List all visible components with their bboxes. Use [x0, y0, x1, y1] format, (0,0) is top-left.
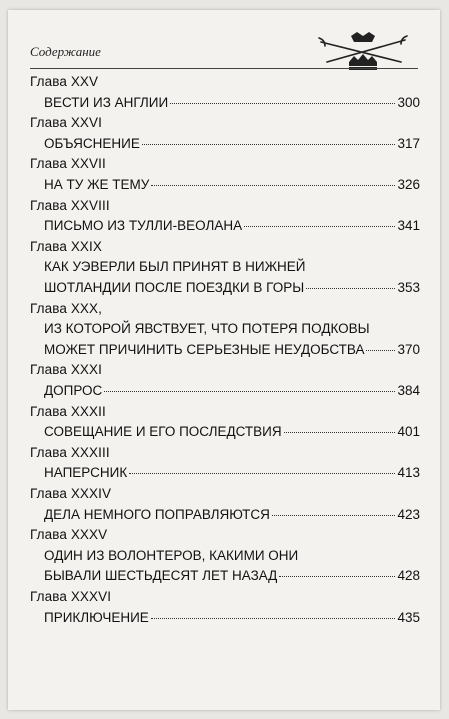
chapter-title: ОДИН ИЗ ВОЛОНТЕРОВ, КАКИМИ ОНИ	[44, 547, 299, 563]
header-rule	[30, 68, 418, 69]
chapter-title: ИЗ КОТОРОЙ ЯВСТВУЕТ, ЧТО ПОТЕРЯ ПОДКОВЫ	[44, 321, 370, 337]
dot-leader	[151, 184, 395, 186]
page-number: 423	[397, 506, 420, 522]
chapter-title-line	[44, 259, 306, 274]
dot-leader	[284, 431, 396, 433]
page-number: 353	[397, 280, 420, 295]
chapter-title: ДОПРОС	[44, 383, 103, 398]
chapter-title: СОВЕЩАНИЕ И ЕГО ПОСЛЕДСТВИЯ	[44, 424, 282, 440]
page-number: 401	[397, 424, 420, 440]
chapter-title: ПИСЬМО ИЗ ТУЛЛИ-ВЕОЛАНА	[44, 218, 243, 234]
chapter-title: КАК УЭВЕРЛИ БЫЛ ПРИНЯТ В НИЖНЕЙ	[44, 259, 306, 275]
chapter-title: НАПЕРСНИК	[44, 465, 128, 481]
chapter-title-line	[44, 136, 420, 151]
dot-leader	[306, 287, 395, 289]
chapter-title-line	[44, 424, 420, 439]
dot-leader	[244, 225, 395, 227]
chapter-label: Глава XXVII	[30, 156, 106, 172]
page-number: 326	[397, 177, 420, 192]
book-page	[8, 10, 440, 710]
dot-leader	[170, 102, 395, 104]
chapter-label: Глава XXXII	[30, 403, 106, 419]
chapter-label: Глава XXXI	[30, 362, 102, 378]
dot-leader	[366, 349, 395, 351]
chapter-title-line	[44, 383, 420, 398]
page-number: 413	[397, 465, 420, 481]
chapter-title-line	[44, 568, 420, 583]
chapter-label: Глава XXXIII	[30, 444, 110, 460]
chapter-title: НА ТУ ЖЕ ТЕМУ	[44, 177, 150, 192]
chapter-title-line	[44, 280, 420, 295]
page-number: 300	[397, 94, 420, 110]
crossed-swords-crown-icon	[313, 32, 413, 72]
chapter-label: Глава XXX,	[30, 300, 102, 316]
page-number: 428	[397, 568, 420, 584]
chapter-title: БЫВАЛИ ШЕСТЬДЕСЯТ ЛЕТ НАЗАД	[44, 568, 278, 584]
chapter-title-line	[44, 342, 420, 357]
chapter-label: Глава XXIX	[30, 238, 102, 254]
chapter-title: ШОТЛАНДИИ ПОСЛЕ ПОЕЗДКИ В ГОРЫ	[44, 280, 305, 295]
chapter-title: МОЖЕТ ПРИЧИНИТЬ СЕРЬЕЗНЫЕ НЕУДОБСТВА	[44, 341, 365, 357]
chapter-title: ДЕЛА НЕМНОГО ПОПРАВЛЯЮТСЯ	[44, 506, 270, 522]
chapter-title-line	[44, 95, 420, 110]
chapter-title-line	[44, 465, 420, 480]
running-head: Содержание	[30, 44, 101, 59]
chapter-title-line	[44, 610, 420, 625]
chapter-title: ПРИКЛЮЧЕНИЕ	[44, 609, 149, 625]
page-number: 370	[397, 341, 420, 357]
page-number: 435	[397, 609, 420, 625]
chapter-label: Глава XXVI	[30, 115, 102, 131]
chapter-title: ВЕСТИ ИЗ АНГЛИИ	[44, 94, 169, 110]
page-number: 384	[397, 383, 420, 398]
page-number: 317	[397, 135, 420, 151]
dot-leader	[129, 472, 395, 474]
chapter-title-line	[44, 321, 370, 336]
chapter-label: Глава XXXV	[30, 527, 108, 543]
dot-leader	[142, 143, 396, 145]
chapter-label: Глава XXV	[30, 74, 99, 89]
dot-leader	[279, 575, 395, 577]
chapter-label: Глава XXXIV	[30, 486, 112, 501]
dot-leader	[104, 390, 395, 392]
dot-leader	[151, 617, 396, 619]
chapter-title-line	[44, 507, 420, 522]
chapter-label: Глава XXVIII	[30, 197, 110, 213]
chapter-title: ОБЪЯСНЕНИЕ	[44, 135, 140, 151]
chapter-label: Глава XXXVI	[30, 589, 112, 604]
page-number: 341	[397, 218, 420, 234]
dot-leader	[272, 514, 396, 516]
chapter-title-line	[44, 548, 298, 563]
chapter-title-line	[44, 218, 420, 233]
chapter-title-line	[44, 177, 420, 192]
